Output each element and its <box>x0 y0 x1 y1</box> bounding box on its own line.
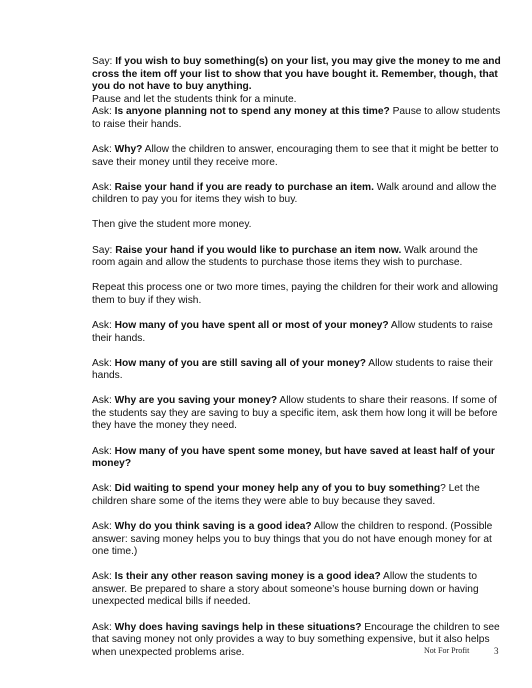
text-run: Ask: <box>92 571 115 583</box>
bold-text-run: Why are you saving your money? <box>114 395 278 407</box>
text-run: Allow students to share their reasons. If some of the students say they are saving to buy a specific item, ask them how long it will be before they have the money they need. <box>92 395 498 432</box>
text-run: Allow the children to answer, encouraging them to see that it might be better to save their money until they receive more. <box>92 144 499 168</box>
bold-text-run: Raise your hand if you are ready to purchase an item. <box>114 181 374 193</box>
bold-text-run: If you wish to buy something(s) on your list, you may give the money to me and cross the item off your list to show that you have bought it. Remember, though, that you do not have to buy anything. <box>92 56 501 93</box>
paragraph <box>92 358 502 383</box>
text-run: Ask: <box>92 483 115 495</box>
document-body <box>92 56 502 659</box>
paragraph <box>92 106 502 131</box>
bold-text-run: Raise your hand if you would like to purchase an item now. <box>115 244 402 256</box>
paragraph <box>92 320 502 345</box>
text-run: Pause and let the students think for a minute. <box>92 93 297 105</box>
paragraph <box>92 521 502 559</box>
text-run: Say: <box>92 244 116 256</box>
bold-text-run: How many of you are still saving all of your money? <box>114 357 367 369</box>
text-run: ? Let the children share some of the items they were able to buy because they saved. <box>92 483 480 507</box>
paragraph <box>92 395 502 433</box>
paragraph <box>92 94 502 107</box>
text-run: Walk around and allow the children to pay you for items they wish to buy. <box>92 181 497 206</box>
bold-text-run: Why? <box>114 144 143 156</box>
paragraph <box>92 282 502 307</box>
bold-text-run: Is their any other reason saving money is a good idea? <box>114 571 381 583</box>
paragraph <box>92 182 502 207</box>
page-number: 3 <box>494 646 499 656</box>
bold-text-run: How many of you have spent all or most of your money? <box>114 319 389 331</box>
text-run: Ask: <box>92 106 115 118</box>
paragraph <box>92 446 502 471</box>
text-run: Ask: <box>92 144 115 156</box>
text-run: Repeat this process one or two more times, paying the children for their work and allowing them to buy if they wish. <box>92 282 499 306</box>
text-run: Ask: <box>92 621 115 633</box>
text-run: Allow students to raise their hands. <box>92 319 493 344</box>
paragraph <box>92 571 502 609</box>
text-run: Then give the student more money. <box>92 219 252 231</box>
paragraph <box>92 144 502 169</box>
bold-text-run: Did waiting to spend your money help any of you to buy something <box>114 483 441 495</box>
footer-label: Not For Profit <box>424 646 470 655</box>
text-run: Say: <box>92 56 116 67</box>
text-run: Encourage the children to see that saving money not only provides a way to buy something expensive, but it also helps when unexpected problems arise. <box>92 621 500 658</box>
paragraph <box>92 219 502 232</box>
paragraph <box>92 483 502 508</box>
text-run: Allow the children to respond. (Possible answer: saving money helps you to buy things that you do not have enough money for at one time.) <box>92 520 493 558</box>
text-run: Ask: <box>92 357 115 369</box>
text-run: Ask: <box>92 319 115 331</box>
text-run: Ask: <box>92 520 115 532</box>
bold-text-run: Why do you think saving is a good idea? <box>114 520 312 532</box>
bold-text-run: How many of you have spent some money, but have saved at least half of your money? <box>92 445 495 470</box>
bold-text-run: Is anyone planning not to spend any money at this time? <box>114 106 390 118</box>
text-run: Pause to allow students to raise their hands. <box>92 106 501 130</box>
text-run: Allow the students to answer. Be prepared to share a story about someone’s house burning down or having unexpected medical bills if needed. <box>92 571 479 608</box>
text-run: Ask: <box>92 181 115 193</box>
paragraph <box>92 56 502 94</box>
text-run: Allow students to raise their hands. <box>92 357 493 382</box>
text-run: Ask: <box>92 445 115 457</box>
bold-text-run: Why does having savings help in these situations? <box>114 621 362 633</box>
text-run: Ask: <box>92 395 115 407</box>
paragraph <box>92 245 502 270</box>
text-run: Walk around the room again and allow the students to purchase those items they wish to purchase. <box>92 244 478 269</box>
